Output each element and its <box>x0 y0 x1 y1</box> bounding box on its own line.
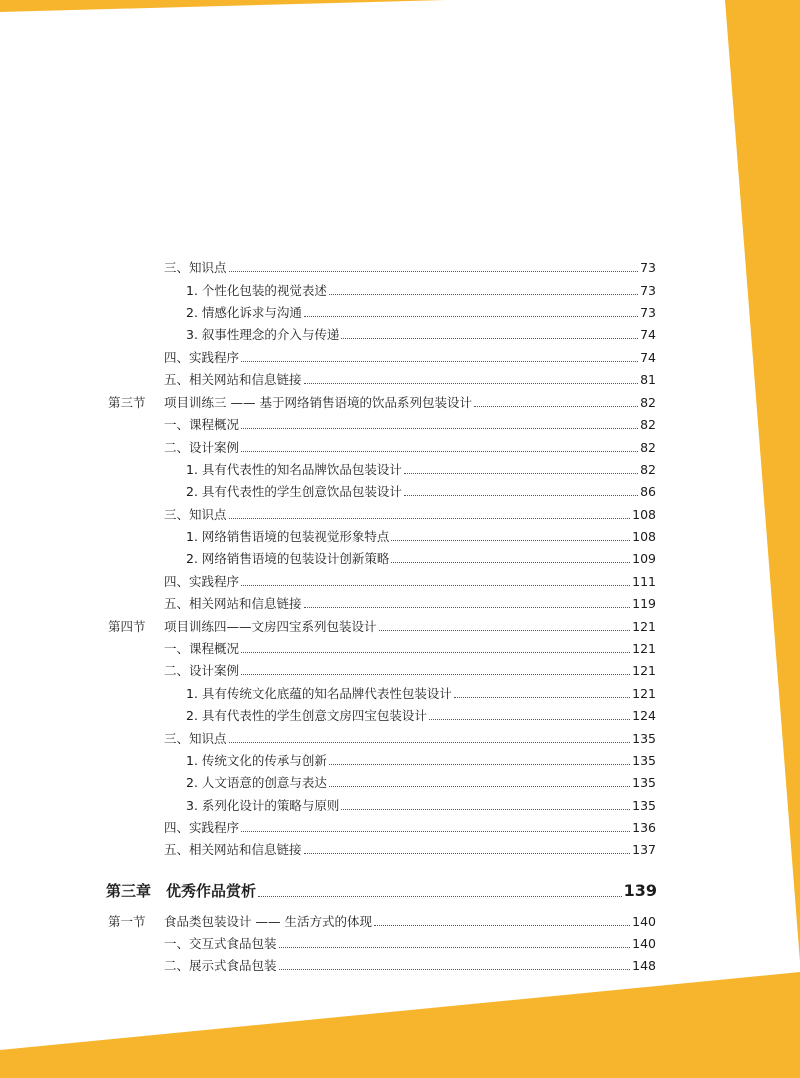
toc-row <box>164 506 656 524</box>
toc-row <box>186 326 656 344</box>
chapter-number: 第三章 <box>106 882 152 900</box>
toc-page: 137 <box>632 842 656 857</box>
leader-dots <box>429 715 630 720</box>
toc-title: 2. 人文语意的创意与表达 <box>186 775 327 790</box>
leader-dots <box>241 670 630 675</box>
toc-title: 2. 网络销售语境的包装设计创新策略 <box>186 551 390 566</box>
toc-title: 1. 具有传统文化底蕴的知名品牌代表性包装设计 <box>186 686 452 701</box>
leader-dots <box>304 379 639 384</box>
leader-dots <box>404 469 638 474</box>
leader-dots <box>454 693 630 698</box>
toc-row <box>186 282 656 300</box>
toc-row <box>186 483 656 501</box>
toc-row <box>164 957 656 975</box>
leader-dots <box>229 514 631 519</box>
toc-page: 73 <box>640 283 656 298</box>
toc-row <box>186 461 656 479</box>
toc-row <box>186 528 656 546</box>
toc-title: 二、设计案例 <box>164 663 240 678</box>
toc-page: 82 <box>640 395 656 410</box>
toc-row <box>164 349 656 367</box>
toc-row <box>186 550 656 568</box>
leader-dots <box>304 849 631 854</box>
toc-page: 139 <box>623 881 657 900</box>
leader-dots <box>304 603 631 608</box>
toc-row <box>164 640 656 658</box>
leader-dots <box>229 738 631 743</box>
leader-dots <box>341 805 630 810</box>
toc-page: 82 <box>640 440 656 455</box>
toc-page: 136 <box>632 820 656 835</box>
toc-page: 74 <box>640 327 656 342</box>
toc-title: 1. 网络销售语境的包装视觉形象特点 <box>186 529 390 544</box>
leader-dots <box>329 782 630 787</box>
toc-page: 73 <box>640 305 656 320</box>
toc-page: 81 <box>640 372 656 387</box>
toc-page: 73 <box>640 260 656 275</box>
toc-row <box>186 752 656 770</box>
toc-row <box>164 371 656 389</box>
section-number: 第三节 <box>108 395 146 410</box>
toc-page: 135 <box>632 775 656 790</box>
leader-dots <box>258 892 622 897</box>
toc-row <box>164 439 656 457</box>
toc-page: 108 <box>632 507 656 522</box>
leader-dots <box>279 943 631 948</box>
toc-title: 一、交互式食品包装 <box>164 936 277 951</box>
toc-title: 二、设计案例 <box>164 440 240 455</box>
toc-row <box>186 774 656 792</box>
toc-title: 四、实践程序 <box>164 820 240 835</box>
toc-row <box>164 573 656 591</box>
toc-row <box>108 618 656 636</box>
toc-page: 111 <box>632 574 656 589</box>
toc-title: 四、实践程序 <box>164 574 240 589</box>
toc-title: 优秀作品赏析 <box>166 882 257 900</box>
leader-dots <box>374 921 630 926</box>
toc-page: 108 <box>632 529 656 544</box>
toc-page: 135 <box>632 753 656 768</box>
toc-row <box>186 707 656 725</box>
toc-title: 一、课程概况 <box>164 417 240 432</box>
toc-chapter-row <box>106 880 657 902</box>
leader-dots <box>391 558 630 563</box>
leader-dots <box>329 760 630 765</box>
toc-title: 五、相关网站和信息链接 <box>164 372 302 387</box>
toc-row <box>186 304 656 322</box>
toc-page: 148 <box>632 958 656 973</box>
toc-row <box>164 416 656 434</box>
toc-row <box>164 662 656 680</box>
toc-page: 121 <box>632 663 656 678</box>
toc-title: 3. 系列化设计的策略与原则 <box>186 798 340 813</box>
section-number: 第一节 <box>108 914 146 929</box>
toc-title: 三、知识点 <box>164 260 227 275</box>
toc-page: 82 <box>640 417 656 432</box>
toc-title: 一、课程概况 <box>164 641 240 656</box>
toc-title: 食品类包装设计 —— 生活方式的体现 <box>164 914 372 929</box>
toc-page: 140 <box>632 914 656 929</box>
toc-title: 1. 传统文化的传承与创新 <box>186 753 327 768</box>
toc-title: 五、相关网站和信息链接 <box>164 596 302 611</box>
leader-dots <box>379 626 631 631</box>
toc-page: 135 <box>632 731 656 746</box>
toc-page: 86 <box>640 484 656 499</box>
toc-row <box>164 730 656 748</box>
toc-title: 项目训练三 —— 基于网络销售语境的饮品系列包装设计 <box>164 395 472 410</box>
toc-row <box>108 394 656 412</box>
toc-title: 四、实践程序 <box>164 350 240 365</box>
toc-title: 2. 具有代表性的学生创意饮品包装设计 <box>186 484 402 499</box>
leader-dots <box>329 290 638 295</box>
toc-title: 1. 个性化包装的视觉表述 <box>186 283 327 298</box>
toc-title: 三、知识点 <box>164 731 227 746</box>
toc-title: 三、知识点 <box>164 507 227 522</box>
toc-row <box>164 841 656 859</box>
leader-dots <box>241 447 638 452</box>
toc-title: 二、展示式食品包装 <box>164 958 277 973</box>
toc-title: 五、相关网站和信息链接 <box>164 842 302 857</box>
toc-page: 121 <box>632 619 656 634</box>
toc-title: 3. 叙事性理念的介入与传递 <box>186 327 340 342</box>
toc-page: 82 <box>640 462 656 477</box>
toc-title: 1. 具有代表性的知名品牌饮品包装设计 <box>186 462 402 477</box>
leader-dots <box>241 827 630 832</box>
toc-page: 124 <box>632 708 656 723</box>
leader-dots <box>404 491 638 496</box>
section-number: 第四节 <box>108 619 146 634</box>
leader-dots <box>474 402 638 407</box>
toc-page: 109 <box>632 551 656 566</box>
toc-row <box>186 685 656 703</box>
leader-dots <box>229 267 639 272</box>
toc-row <box>164 259 656 277</box>
toc-page: 121 <box>632 641 656 656</box>
leader-dots <box>241 581 630 586</box>
toc-row <box>164 595 656 613</box>
toc-row <box>186 797 656 815</box>
leader-dots <box>279 965 631 970</box>
leader-dots <box>341 334 638 339</box>
toc-row <box>164 819 656 837</box>
toc-title: 2. 具有代表性的学生创意文房四宝包装设计 <box>186 708 427 723</box>
toc-page: 121 <box>632 686 656 701</box>
leader-dots <box>241 357 638 362</box>
leader-dots <box>241 648 630 653</box>
toc-row <box>108 913 656 931</box>
toc-row <box>164 935 656 953</box>
toc-page: 119 <box>632 596 656 611</box>
toc-title: 2. 情感化诉求与沟通 <box>186 305 302 320</box>
toc-title: 项目训练四——文房四宝系列包装设计 <box>164 619 377 634</box>
leader-dots <box>391 536 630 541</box>
leader-dots <box>304 312 638 317</box>
leader-dots <box>241 424 638 429</box>
toc-page: 140 <box>632 936 656 951</box>
toc-page: 74 <box>640 350 656 365</box>
toc-page: 135 <box>632 798 656 813</box>
